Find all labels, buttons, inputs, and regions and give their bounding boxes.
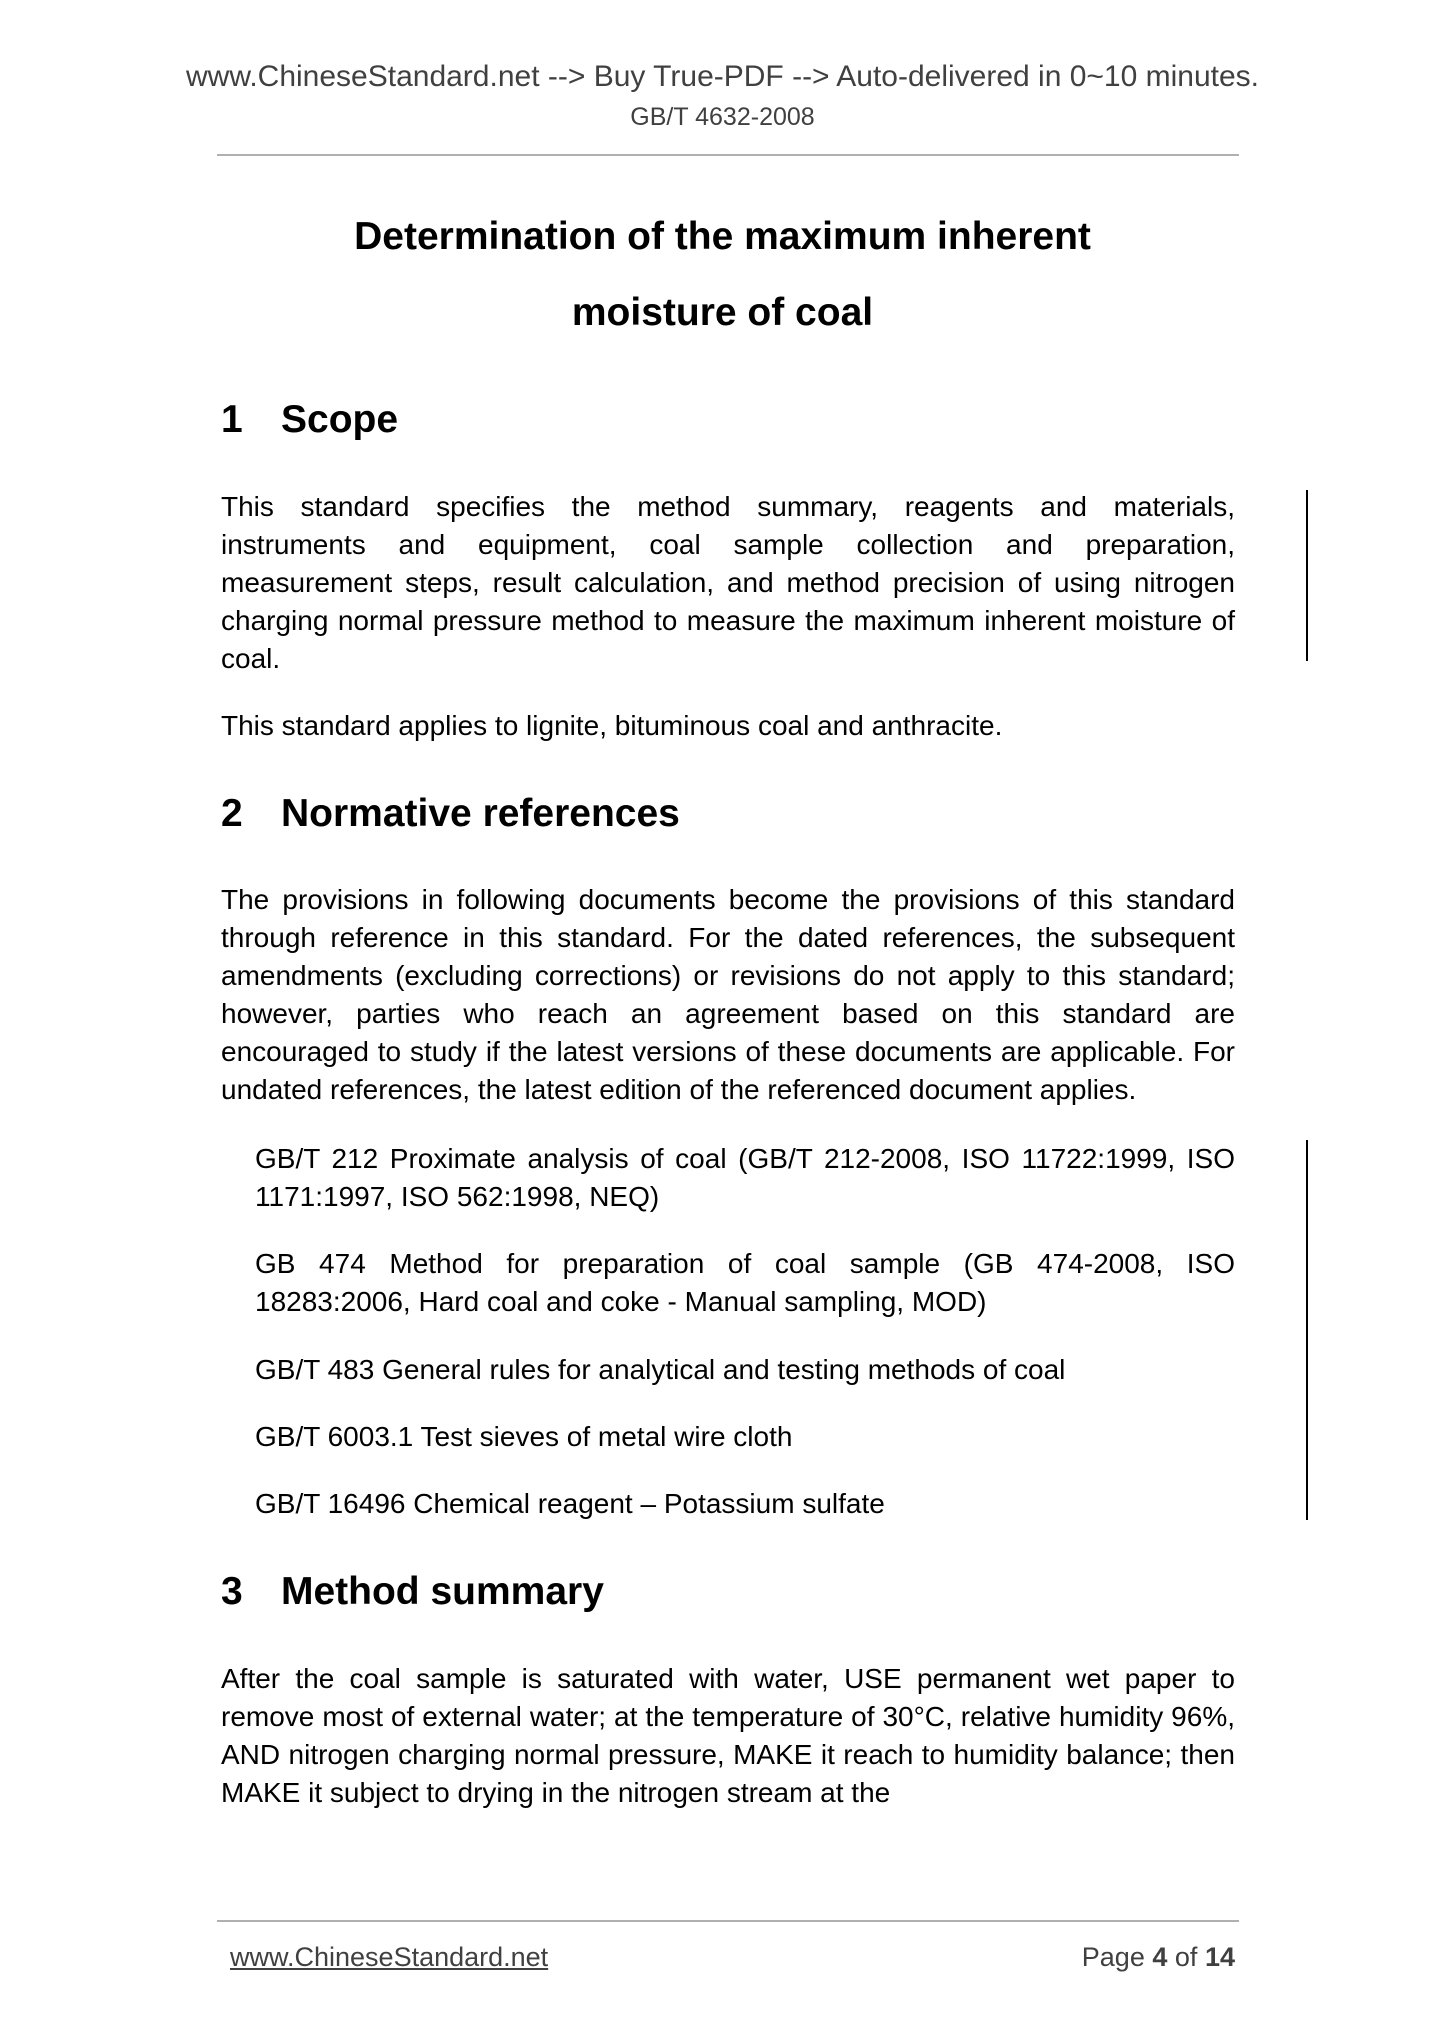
reference-item: GB/T 6003.1 Test sieves of metal wire cloth (255, 1421, 793, 1452)
page-label: Page (1081, 1942, 1145, 1972)
header-banner: www.ChineseStandard.net --> Buy True-PDF --> Auto-delivered in 0~10 minutes. (185, 60, 1260, 93)
method-summary-paragraph: After the coal sample is saturated with water, USE permanent wet paper to remove most of external water; at the temperature of 30°C, relative humidity 96%, AND nitrogen charging normal pressure, MAKE it reach to humidity balance; then MAKE it subject to drying in the nitrogen stream at the (221, 1663, 1235, 1808)
section-number: 3 (221, 1570, 243, 1613)
section-heading-method-summary (221, 1569, 604, 1615)
reference-item: GB/T 483 General rules for analytical and testing methods of coal (255, 1354, 1066, 1385)
section-title: Method summary (281, 1570, 604, 1613)
standard-code: GB/T 4632-2008 (630, 103, 815, 131)
document-title-line2: moisture of coal (571, 291, 874, 334)
total-pages: 14 (1204, 1942, 1235, 1972)
section-number: 2 (221, 792, 243, 835)
section-title: Scope (281, 398, 399, 441)
section-heading-scope (221, 397, 398, 443)
change-bar (1306, 1140, 1308, 1520)
reference-item: GB/T 16496 Chemical reagent – Potassium sulfate (255, 1488, 885, 1519)
page-of-label: of (1174, 1942, 1198, 1972)
current-page: 4 (1152, 1942, 1168, 1972)
footer-site-link[interactable]: www.ChineseStandard.net (230, 1942, 549, 1972)
scope-paragraph-1: This standard specifies the method summary, reagents and materials, instruments and equipment, coal sample collection and preparation, measurement steps, result calculation, and method precision of using nitrogen charging normal pressure method to measure the maximum inherent moisture of coal. (221, 491, 1235, 674)
page-indicator (1082, 1942, 1235, 1973)
reference-item: GB 474 Method for preparation of coal sample (GB 474-2008, ISO 18283:2006, Hard coal and coke - Manual sampling, MOD) (255, 1248, 1235, 1317)
change-bar (1306, 490, 1308, 661)
scope-paragraph-2: This standard applies to lignite, bituminous coal and anthracite. (221, 710, 1003, 741)
section-title: Normative references (281, 792, 680, 835)
section-number: 1 (221, 398, 243, 441)
header-divider (217, 154, 1239, 156)
reference-item: GB/T 212 Proximate analysis of coal (GB/T 212-2008, ISO 11722:1999, ISO 1171:1997, ISO 562:1998, NEQ) (255, 1143, 1235, 1212)
references-paragraph: The provisions in following documents become the provisions of this standard through reference in this standard. For the dated references, the subsequent amendments (excluding corrections) or revisions do not apply to this standard; however, parties who reach an agreement based on this standard are encouraged to study if the latest versions of these documents are applicable. For undated references, the latest edition of the referenced document applies. (221, 884, 1235, 1105)
document-title-line1: Determination of the maximum inherent (354, 215, 1091, 258)
section-heading-normative-references (221, 791, 680, 837)
footer-divider (217, 1920, 1239, 1922)
